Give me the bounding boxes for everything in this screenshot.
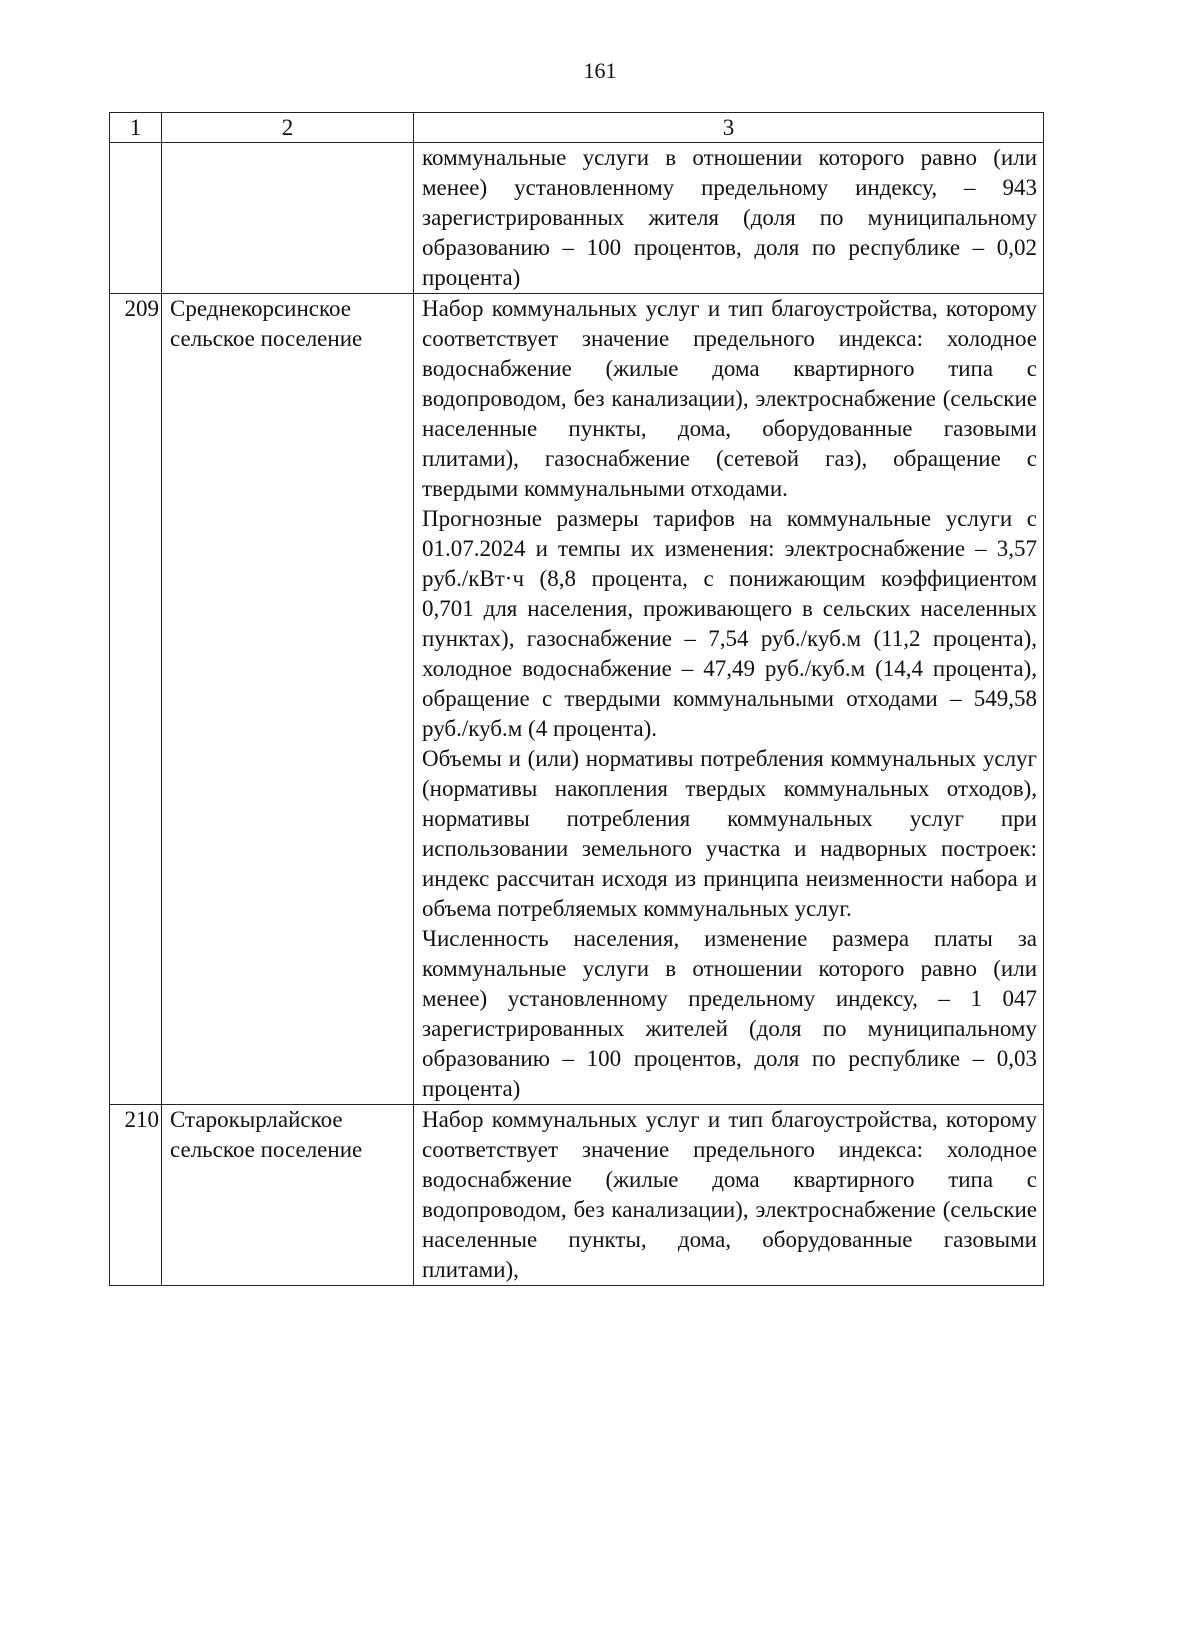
row-number-cell: [110, 143, 162, 294]
table-row-209: [110, 294, 1044, 1105]
settlement-name: [162, 1105, 414, 1286]
row-description-cell: [414, 143, 1044, 294]
header-col-3: 3: [414, 113, 1044, 143]
settlement-name-line-2: сельское поселение: [170, 1137, 363, 1162]
tariff-table: [109, 112, 1044, 1286]
settlement-name-line-1: Старокырлайское: [170, 1107, 343, 1132]
description-paragraph: Набор коммунальных услуг и тип благоустройства, которому соответствует значение предельного индекса: холодное водоснабжение (жилые дома квартирного типа с водопроводом, без канализации), электроснабжение (сельские населенные пункты, дома, оборудованные газовыми плитами),: [422, 1107, 1037, 1282]
row-name-cell: [162, 143, 414, 294]
table-row-210: [110, 1105, 1044, 1286]
description-paragraph: Набор коммунальных услуг и тип благоустройства, которому соответствует значение предельного индекса: холодное водоснабжение (жилые дома квартирного типа с водопроводом, без канализации), электроснабжение (сельские населенные пункты, дома, оборудованные газовыми плитами), газоснабжение (сетевой газ), обращение с твердыми коммунальными отходами.: [422, 296, 1037, 501]
header-col-1: 1: [110, 113, 162, 143]
settlement-name-line-1: Среднекорсинское: [170, 296, 352, 321]
header-col-2: 2: [162, 113, 414, 143]
table-header-row: [110, 113, 1044, 143]
row-number: 209: [110, 294, 162, 1105]
row-description-cell: [414, 294, 1044, 1105]
settlement-name-line-2: сельское поселение: [170, 326, 363, 351]
row-number: 210: [110, 1105, 162, 1286]
settlement-name: [162, 294, 414, 1105]
table-row-continuation: [110, 143, 1044, 294]
description-paragraph: Прогнозные размеры тарифов на коммунальные услуги с 01.07.2024 и темпы их изменения: электроснабжение – 3,57 руб./кВт·ч (8,8 процента, с понижающим коэффициентом 0,701 для населения, проживающего в сельских населенных пунктах), газоснабжение – 7,54 руб./куб.м (11,2 процента), холодное водоснабжение – 47,49 руб./куб.м (14,4 процента), обращение с твердыми коммунальными отходами – 549,58 руб./куб.м (4 процента).: [422, 506, 1037, 741]
description-paragraph: Численность населения, изменение размера платы за коммунальные услуги в отношении которого равно (или менее) установленному предельному индексу, – 1 047 зарегистрированных жителей (доля по муниципальному образованию – 100 процентов, доля по республике – 0,03 процента): [422, 926, 1037, 1101]
page-number: 161: [583, 58, 617, 83]
description-paragraph: Объемы и (или) нормативы потребления коммунальных услуг (нормативы накопления твердых коммунальных отходов), нормативы потребления коммунальных услуг при использовании земельного участка и надворных построек: индекс рассчитан исходя из принципа неизменности набора и объема потребляемых коммунальных услуг.: [422, 746, 1037, 921]
row-description-cell: [414, 1105, 1044, 1286]
description-paragraph: коммунальные услуги в отношении которого равно (или менее) установленному предельному индексу, – 943 зарегистрированных жителя (доля по муниципальному образованию – 100 процентов, доля по республике – 0,02 процента): [422, 145, 1037, 290]
